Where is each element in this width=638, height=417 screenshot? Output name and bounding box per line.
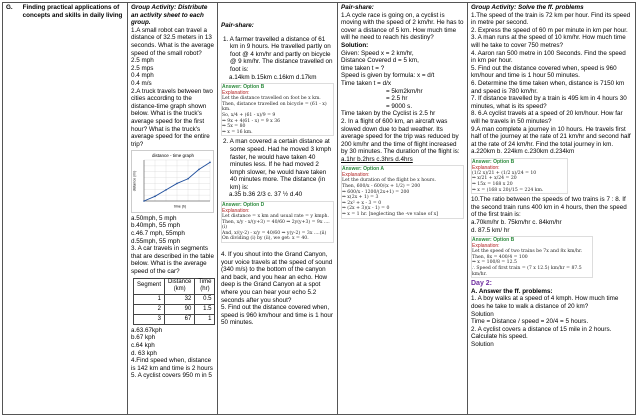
- option: a.50mph, 5 mph: [131, 214, 177, 222]
- table-row: [134, 314, 215, 324]
- table-row: [134, 294, 215, 304]
- solution-line: ⇒ x/21 + x/24 = 20: [472, 176, 517, 182]
- solution-line: ⇒ x(2x + 1) = 3: [342, 195, 379, 201]
- option: b.67 kph: [131, 334, 156, 342]
- option: 0.4 mph: [131, 72, 154, 80]
- option: b.40mph, 55 mph: [131, 222, 181, 230]
- problem: 5. Find out the distance covered when, speed is 960 km/hour and time is 1 hour 50 minutes.: [471, 64, 617, 80]
- question-4: 4.Find speed when, distance is 142 km and time is 2 hours: [131, 357, 213, 372]
- question-2: 2.A truck travels between two cities according to the distance-time graph shown below. What is the truck's average speed for the first hour? What is the truck's average speed for the entire trip?: [131, 87, 213, 148]
- chart-point: [187, 178, 189, 180]
- question-2: 2. A man covered a certain distance at some speed. Had he moved 3 kmph faster, he would have taken 40 minutes less. If he had moved 2 kmph slower, he would have taken 40 minutes more. The distance (in km) is:: [223, 138, 332, 191]
- problem: 1.The speed of the train is 72 km per hour. Find its speed in metre per second.: [471, 11, 631, 27]
- solution-line: (1/2 x)/21 + (1/2 x)/24 = 10: [472, 170, 537, 176]
- question-5: 5. A cyclist covers 950 m in 5: [131, 372, 212, 380]
- solution-line: ⇒ x = 16 km.: [222, 129, 253, 135]
- column-heading: Group Activity: Solve the ff. problems: [471, 4, 584, 11]
- table-cell: 3: [134, 314, 165, 324]
- day-problem-2: 2. A cyclist covers a distance of 15 mile in 2 hours. Calculate his speed.: [471, 325, 612, 341]
- answer-label: Answer: Option B: [472, 158, 515, 165]
- solution-line: Speed is given by formula: x = d/t: [341, 72, 435, 80]
- solution-screenshot: [341, 165, 464, 218]
- problem: 8. 6.A cyclist travels at a speed of 20 km/hour. How far will he travels in 50 minutes?: [471, 110, 623, 125]
- question-1: 1.A small robot can travel a distance of 32.5 meters in 13 seconds. What is the average speed of the small robot?: [131, 26, 214, 57]
- table-cell: 2: [134, 304, 165, 314]
- chart-xlabel: time (h): [173, 204, 187, 209]
- chart-point: [143, 200, 145, 202]
- answer-label: Answer: Option B: [472, 237, 515, 244]
- solution-line: Let the duration of the flight be x hours.: [342, 178, 436, 184]
- distance-time-chart: [131, 150, 214, 213]
- option: d.55mph, 55 mph: [131, 237, 181, 245]
- table-cell: 90: [165, 304, 195, 314]
- explanation-label: Explanation:: [222, 208, 250, 215]
- group-activity-column-2: [468, 3, 635, 414]
- question-5: 5. Find out the distance covered when, speed is 960 km/hour and time is 1 hour 50 minutes.: [221, 304, 334, 327]
- table-header: Segment: [134, 278, 165, 294]
- table-cell: 1: [134, 294, 165, 304]
- solution-line: Time = Distance / speed = 20/4 = 5 hours.: [471, 318, 589, 326]
- solution-line: time taken t = ?: [341, 64, 385, 72]
- solution-line: = 2.5 hr: [386, 95, 408, 103]
- explanation-label: Explanation:: [472, 243, 500, 250]
- chart-point: [165, 189, 167, 191]
- solution-line: So, x/4 + (61 - x)/9 = 9: [222, 112, 276, 118]
- option: d. 63 kph: [131, 349, 157, 357]
- option: 0.4 m/s: [131, 79, 152, 87]
- question-1: 1.A cycle race is going on, a cyclist is moving with the speed of 2 km/hr. He has to cover a distance of 5 km. How much time will he need to reach his destiny?: [341, 11, 464, 42]
- solution-line: Then, distance travelled on bicycle = (61 - x) km.: [222, 101, 327, 113]
- table-cell: 0.5: [195, 294, 215, 304]
- solution-line: = 5km2km/hr: [386, 87, 423, 95]
- table-cell: 1.5: [195, 304, 215, 314]
- answer-label: Answer: Option D: [222, 202, 265, 209]
- problem: 4. Aaron ran 500 metre in 100 Seconds. Find the speed in km per hour.: [471, 49, 626, 65]
- section-title: Finding practical applications of concepts and skills in daily living: [22, 4, 123, 19]
- option: 2.5 mps: [131, 64, 154, 72]
- question-3: 3. A car travels in segments that are described in the table below. What is the average speed of the car?: [131, 245, 214, 276]
- answer-options: d. 87.5 km/ hr: [471, 226, 510, 234]
- chart-point: [198, 169, 200, 171]
- table-cell: 1: [195, 314, 215, 324]
- option: a.63.67kph: [131, 326, 163, 334]
- chart-point: [176, 183, 178, 185]
- option: c.64 kph: [131, 342, 155, 349]
- lesson-plan-table: [2, 2, 636, 415]
- pair-share-column-1: [218, 3, 338, 414]
- solution-line: ⇒ x = 100/8 = 12.5: [472, 260, 517, 266]
- explanation-label: Explanation:: [222, 90, 250, 97]
- answer-label: Answer: Option A: [342, 166, 385, 173]
- solution-line: On dividing (i) by (ii), we get: x = 40.: [222, 236, 309, 242]
- column-heading: Pair-share:: [221, 22, 254, 29]
- option: 2.5 mph: [131, 57, 154, 65]
- table-cell: 32: [165, 294, 195, 304]
- question-1: 1. A farmer travelled a distance of 61 km in 9 hours. He travelled partly on foot @ 4 km/hr and partly on bicycle @ 9 km/hr. The distance travelled on foot is:: [223, 35, 333, 73]
- solution-line: ⇒ 2x² + x - 3 = 0: [342, 200, 382, 206]
- problem-10: 10.The ratio between the speeds of two trains is 7 : 8. If the second train runs 400 km in 4 hours, then the speed of the first train is:: [471, 196, 627, 219]
- solution-line: ⇒ 5x = 80: [222, 124, 246, 130]
- solution-screenshot-9: [471, 158, 568, 194]
- answer-label: Answer: Option B: [222, 84, 265, 91]
- problem: 7. If distance travelled by a train is 495 km in 4 hours 30 minutes, what is its speed?: [471, 95, 627, 110]
- column-heading: Pair-share:: [341, 4, 374, 11]
- solution-line: ⇒ 15x = 168 x 20: [472, 182, 513, 188]
- solution-line: ⇒ (2x + 3)(x - 1) = 0: [342, 206, 390, 212]
- chart-title: distance - time graph: [151, 153, 195, 159]
- solution-line: Distance Covered d = 5 km,: [341, 57, 419, 65]
- question-4: 4. If you shout into the Grand Canyon, your voice travels at the speed of sound (340 m/s) to the bottom of the canyon and back, and you hear an echo. How deep is the Grand Canyon at a spot where you can hear your echo 5.2 seconds after you shout?: [221, 251, 333, 304]
- solution-screenshot-2: [221, 201, 334, 243]
- solution-line: ∴ Speed of first train = (7 x 12.5) km/hr = 87.5 km/hr.: [472, 266, 582, 277]
- section-letter: G.: [6, 4, 13, 11]
- day-subheading: A. Answer the ff. problems:: [471, 287, 553, 295]
- table-header: Time (hr): [195, 278, 215, 294]
- segment-table: [133, 278, 215, 325]
- problem: 3. A man runs at the speed of 10 km/hr. How much time will he take to cover 750 metres?: [471, 34, 626, 49]
- column-heading: Group Activity: Distribute an activity sheet to each group.: [131, 4, 208, 27]
- solution-line: ⇒ x = 1 hr. [neglecting the -ve value of x]: [342, 212, 439, 218]
- chart-ylabel: distance (mi): [132, 170, 137, 192]
- solution-line: Let the distance travelled on foot be x km.: [222, 96, 321, 102]
- table-cell: 67: [165, 314, 195, 324]
- solution-line: = 9000 s.: [386, 102, 413, 110]
- solution-screenshot-1: [221, 83, 334, 136]
- explanation-label: Explanation:: [472, 164, 500, 171]
- answer-options: a.14km b.15km c.16km d.17km: [229, 73, 317, 81]
- solution-line: ⇒ x = (168 x 20)/15 = 224 km.: [472, 187, 544, 193]
- chart-point: [154, 196, 156, 198]
- problem: 2. Express the speed of 60 m per minute in km per hour.: [471, 26, 628, 34]
- table-row: [134, 304, 215, 314]
- solution-line: Then, 600/x - 600/(x + 1/2) = 200: [342, 184, 421, 190]
- chart-svg: [132, 151, 214, 209]
- solution-line: Let the speed of two trains be 7x and 8x km/hr.: [472, 249, 583, 255]
- solution-line: Given: Speed x = 2 km/hr,: [341, 49, 414, 57]
- solution-line: Time taken t = d/x: [341, 79, 391, 87]
- solution-line: ⇒ 9x + 4(61 - x) = 9 x 36: [222, 118, 281, 124]
- problem: 9.A man complete a journey in 10 hours. He travels first half of the journey at the rate of 21 km/hr and second half at the rate of 24 km/hr. Find the total journey in km.: [471, 125, 631, 148]
- solution-label: Solution:: [341, 41, 369, 49]
- solution-label: Solution: [471, 340, 494, 348]
- solution-line: Then, x/y - x/(y+3) = 40/60 ⇒ 2y(y+3) = 9x ....(i): [222, 219, 330, 231]
- group-activity-column: [128, 3, 218, 414]
- option: c.46.7 mph, 55mph: [131, 230, 185, 238]
- day-heading: Day 2:: [471, 280, 493, 288]
- solution-line: Let distance = x km and usual rate = y kmph.: [222, 214, 329, 220]
- answer-options: a.1hr b.2hrs c.3hrs d.4hrs: [341, 155, 413, 163]
- answer-options: a.35 b.36 2/3 c. 37 ½ d.40: [229, 191, 303, 199]
- question-2: 2. In a flight of 600 km, an aircraft was slowed down due to bad weather. Its average speed for the trip was reduced by 200 km/hr and the time of flight increased by 30 minutes. The duration of the flight is:: [341, 117, 460, 156]
- section-label-column: [3, 3, 128, 414]
- pair-share-column-2: [338, 3, 468, 414]
- solution-line: Time taken by the Cyclist is 2.5 hr: [341, 110, 436, 118]
- day-problem-1: 1. A boy walks at a speed of 4 kmph. How much time does he take to walk a distance of 20 km?: [471, 295, 619, 310]
- problem: 6. Determine the time taken when, distance is 7150 km and speed is 780 km/hr.: [471, 79, 625, 95]
- answer-options: a.70km/hr b. 75km/hr c. 84km/hr: [471, 219, 562, 227]
- explanation-label: Explanation:: [342, 172, 370, 179]
- solution-screenshot-10: [471, 236, 593, 278]
- solution-line: Then, 8x = 400/4 = 100: [472, 254, 528, 260]
- answer-options: a.220km b. 224km c.230km d.234km: [471, 148, 575, 156]
- table-header-row: [134, 278, 215, 294]
- solution-label: Solution: [471, 310, 494, 318]
- solution-line: ⇒ 600/x - 1200/(2x+1) = 200: [342, 189, 410, 195]
- solution-line: And, x/(y-2) - x/y = 40/60 ⇒ y(y-2) = 3x ....(ii): [222, 230, 327, 236]
- table-header: Distance (km): [165, 278, 195, 294]
- chart-point: [209, 162, 211, 164]
